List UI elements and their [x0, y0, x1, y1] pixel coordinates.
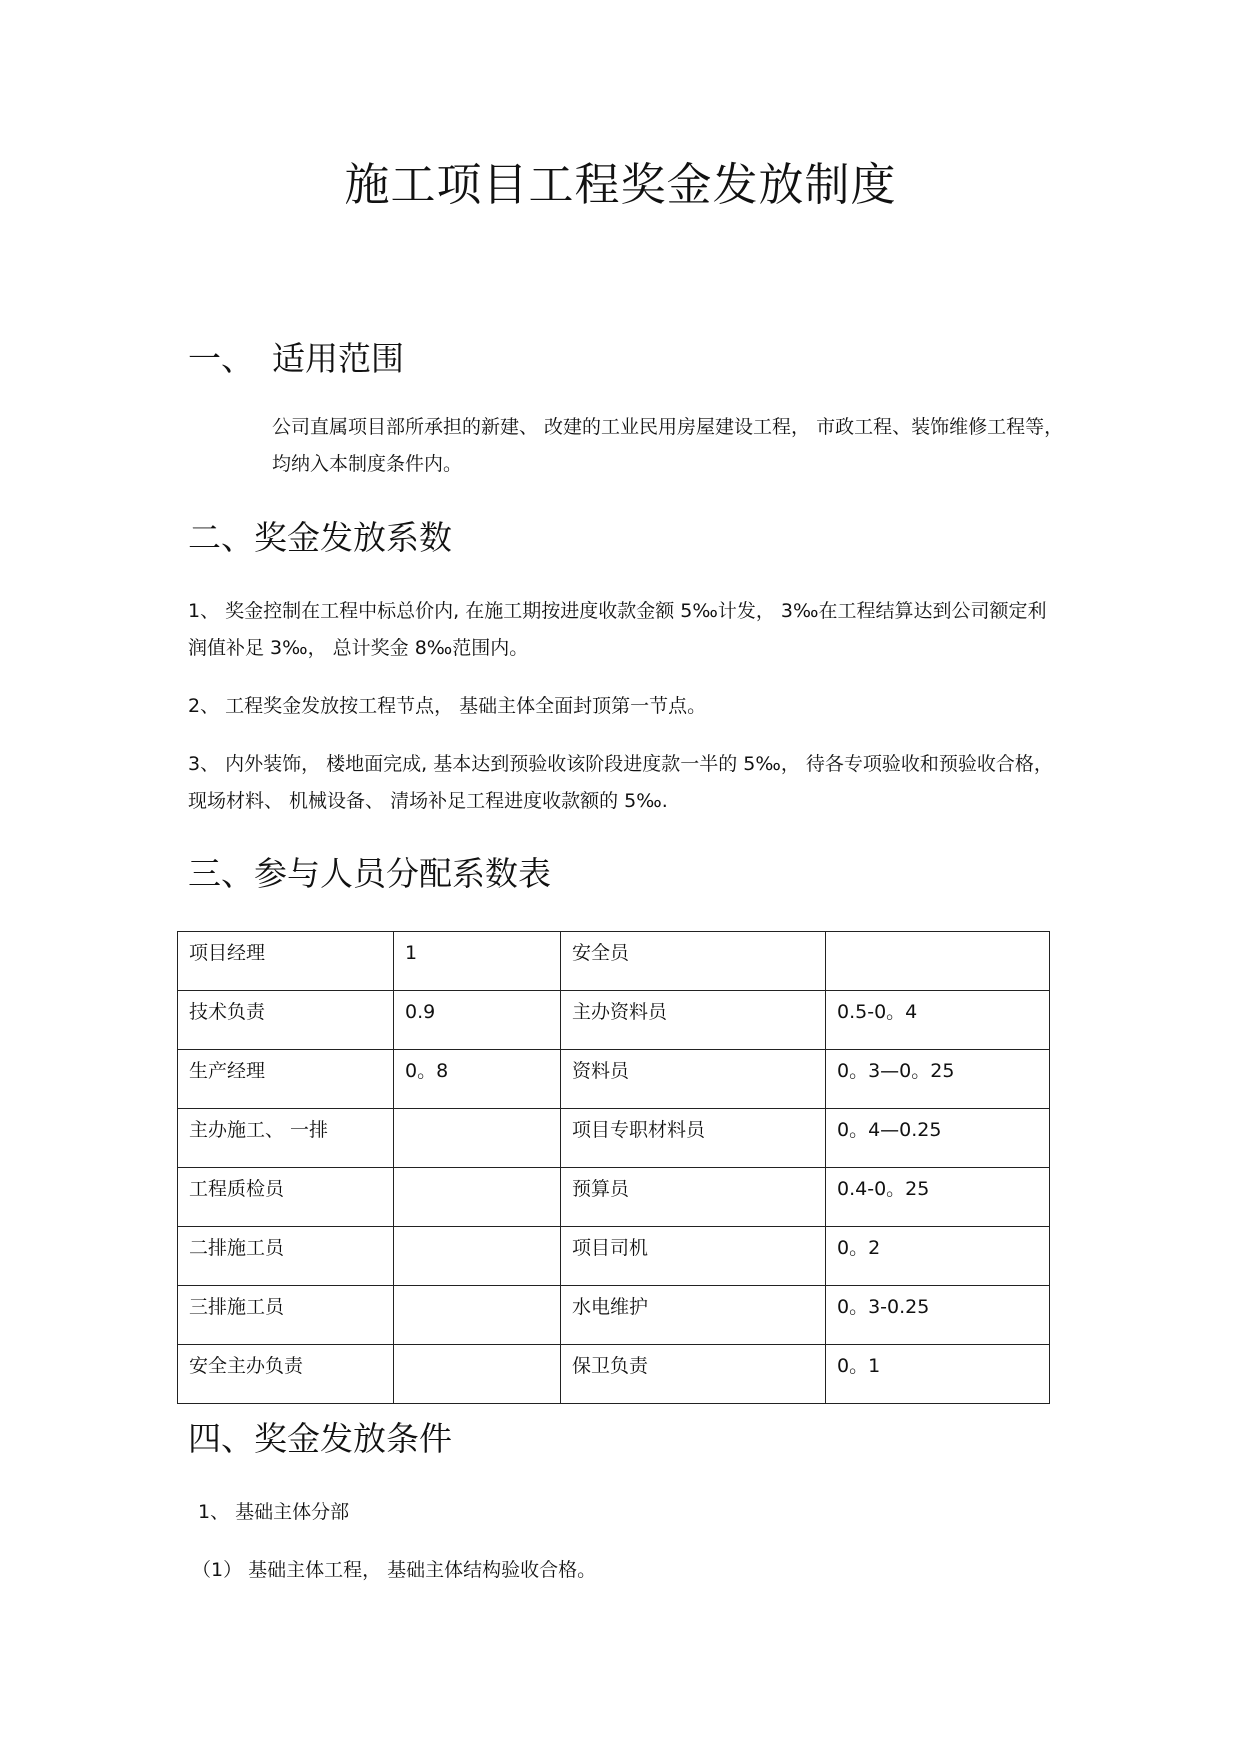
role-cell: 项目专职材料员 — [561, 1109, 826, 1168]
coefficient-cell: 0.4-0。25 — [826, 1168, 1050, 1227]
scope-paragraph-line2: 均纳入本制度条件内。 — [272, 453, 463, 475]
coefficient-cell: 0。8 — [394, 1050, 561, 1109]
section-heading-conditions: 四、奖金发放条件 — [188, 1419, 452, 1458]
role-cell: 安全主办负责 — [178, 1345, 394, 1404]
coefficient-cell: 0。4—0.25 — [826, 1109, 1050, 1168]
coefficient-cell — [394, 1168, 561, 1227]
role-cell: 预算员 — [561, 1168, 826, 1227]
section-heading-coefficients: 二、奖金发放系数 — [188, 518, 452, 557]
coefficient-cell: 1 — [394, 932, 561, 991]
coefficient-cell — [394, 1109, 561, 1168]
table-row — [178, 1168, 1050, 1227]
coefficient-item-1-line2: 润值补足 3‰， 总计奖金 8‰范围内。 — [188, 637, 529, 659]
scope-paragraph-line1: 公司直属项目部所承担的新建、 改建的工业民用房屋建设工程， 市政工程、装饰维修工程等， — [272, 416, 1064, 438]
role-cell: 水电维护 — [561, 1286, 826, 1345]
role-cell: 主办施工、 一排 — [178, 1109, 394, 1168]
coefficient-cell: 0。1 — [826, 1345, 1050, 1404]
role-cell: 三排施工员 — [178, 1286, 394, 1345]
table-row — [178, 932, 1050, 991]
section-heading-scope — [188, 333, 404, 380]
table-row — [178, 1345, 1050, 1404]
role-cell: 项目司机 — [561, 1227, 826, 1286]
role-cell: 保卫负责 — [561, 1345, 826, 1404]
distribution-coefficient-table — [177, 931, 1050, 1404]
coefficient-cell — [394, 1286, 561, 1345]
table-row — [178, 1050, 1050, 1109]
role-cell: 安全员 — [561, 932, 826, 991]
coefficient-cell: 0。3—0。25 — [826, 1050, 1050, 1109]
table-row — [178, 1286, 1050, 1345]
role-cell: 项目经理 — [178, 932, 394, 991]
role-cell: 工程质检员 — [178, 1168, 394, 1227]
coefficient-item-2: 2、 工程奖金发放按工程节点， 基础主体全面封顶第一节点。 — [188, 695, 707, 717]
section-number: 一、 — [188, 339, 254, 378]
role-cell: 主办资料员 — [561, 991, 826, 1050]
condition-item-1: 1、 基础主体分部 — [198, 1501, 350, 1523]
condition-item-1-1: （1） 基础主体工程， 基础主体结构验收合格。 — [192, 1559, 597, 1581]
role-cell: 生产经理 — [178, 1050, 394, 1109]
coefficient-cell: 0.9 — [394, 991, 561, 1050]
coefficient-item-3-line1: 3、 内外装饰， 楼地面完成, 基本达到预验收该阶段进度款一半的 5‰， 待各专项验收和预验收合格， — [188, 753, 1053, 775]
table-row — [178, 1227, 1050, 1286]
section-title: 适用范围 — [272, 339, 404, 378]
coefficient-item-1-line1: 1、 奖金控制在工程中标总价内, 在施工期按进度收款金额 5‰计发， 3‰在工程结算达到公司额定利 — [188, 600, 1047, 622]
coefficient-cell — [826, 932, 1050, 991]
role-cell: 资料员 — [561, 1050, 826, 1109]
coefficient-cell: 0。3-0.25 — [826, 1286, 1050, 1345]
role-cell: 二排施工员 — [178, 1227, 394, 1286]
coefficient-cell: 0。2 — [826, 1227, 1050, 1286]
table-row — [178, 1109, 1050, 1168]
table-row — [178, 991, 1050, 1050]
coefficient-cell — [394, 1345, 561, 1404]
coefficient-cell — [394, 1227, 561, 1286]
coefficient-item-3-line2: 现场材料、 机械设备、 清场补足工程进度收款额的 5‰. — [188, 790, 668, 812]
role-cell: 技术负责 — [178, 991, 394, 1050]
document-title: 施工项目工程奖金发放制度 — [344, 158, 897, 211]
section-heading-distribution-table: 三、参与人员分配系数表 — [188, 854, 551, 893]
coefficient-cell: 0.5-0。4 — [826, 991, 1050, 1050]
